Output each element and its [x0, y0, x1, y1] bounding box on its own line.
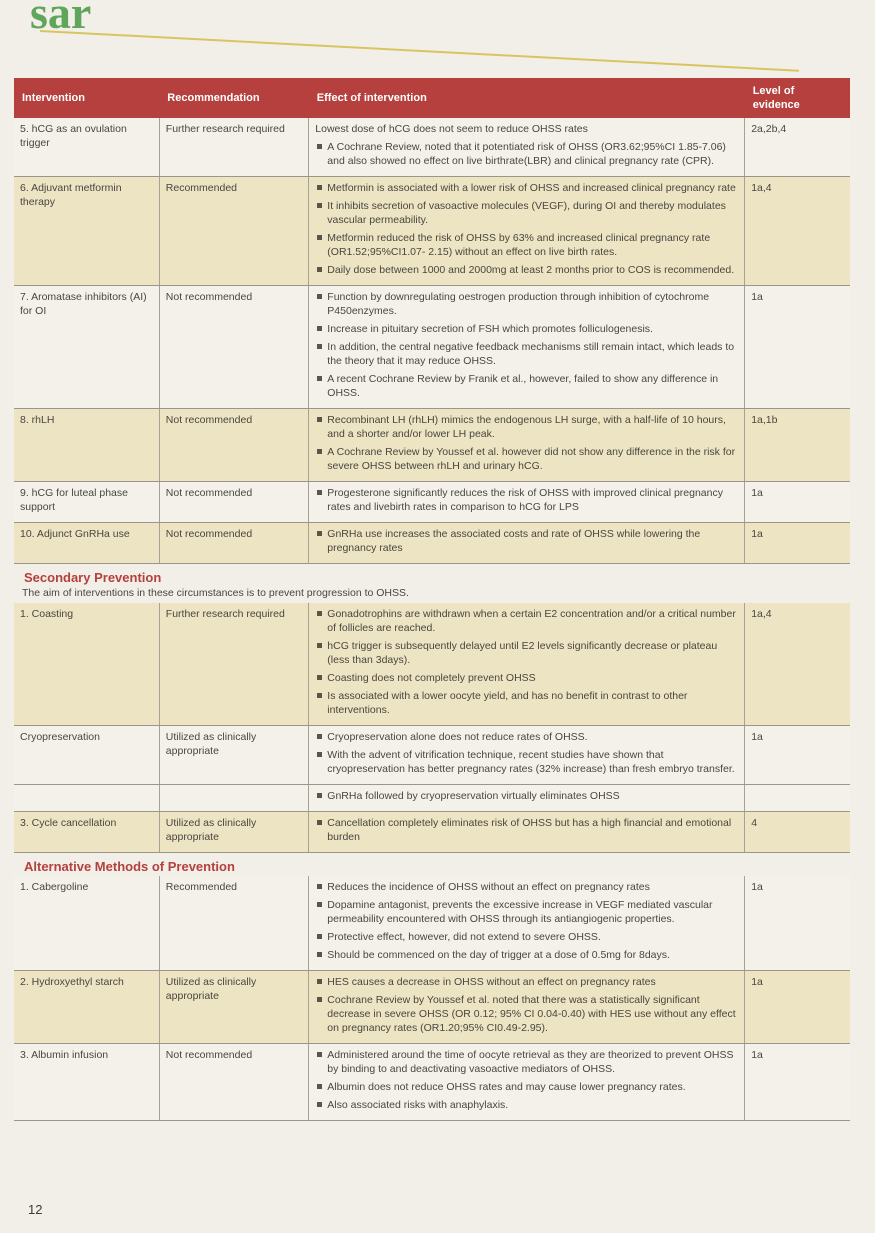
- effect-list: [315, 413, 738, 473]
- effect-bullet: GnRHa use increases the associated costs and rate of OHSS while lowering the pregnancy rates: [315, 527, 738, 555]
- effect-bullet: A Cochrane Review, noted that it potentiated risk of OHSS (OR3.62;95%CI 1.85-7.06) and also showed no effect on live birthrate(LBR) and clinical pregnancy rate (CPR).: [315, 140, 738, 168]
- effect-cell: [309, 286, 745, 409]
- effect-bullet: A Cochrane Review by Youssef et al. however did not show any difference in the risk for severe OHSS between rhLH and urinary hCG.: [315, 445, 738, 473]
- intervention-cell: 2. Hydroxyethyl starch: [14, 971, 159, 1044]
- recommendation-cell: Not recommended: [159, 523, 309, 564]
- table-row: [14, 523, 850, 564]
- header-effect: Effect of intervention: [309, 78, 745, 118]
- table-row: [14, 785, 850, 812]
- effect-list: [315, 880, 738, 962]
- secondary-rows: [14, 603, 850, 853]
- effect-list: [315, 140, 738, 168]
- level-cell: 1a: [745, 726, 850, 785]
- effect-bullet: Gonadotrophins are withdrawn when a certain E2 concentration and/or a critical number of follicles are reached.: [315, 607, 738, 635]
- effect-bullet: Dopamine antagonist, prevents the excessive increase in VEGF mediated vascular permeability encountered with OHSS through its antiangiogenic properties.: [315, 898, 738, 926]
- effect-cell: [309, 523, 745, 564]
- effect-cell: [309, 785, 745, 812]
- effect-cell: [309, 726, 745, 785]
- table-row: [14, 1044, 850, 1121]
- table-row: [14, 118, 850, 177]
- intervention-cell: [14, 785, 159, 812]
- intervention-cell: 8. rhLH: [14, 409, 159, 482]
- alternative-title: Alternative Methods of Prevention: [24, 859, 235, 874]
- alternative-prevention-table: [14, 876, 850, 1121]
- level-cell: 2a,2b,4: [745, 118, 850, 177]
- table-row: [14, 482, 850, 523]
- table-header-row: [14, 78, 850, 118]
- effect-bullet: Administered around the time of oocyte retrieval as they are theorized to prevent OHSS by binding to and deactivating vasoactive mediators of OHSS.: [315, 1048, 738, 1076]
- effect-bullet: Increase in pituitary secretion of FSH which promotes folliculogenesis.: [315, 322, 738, 336]
- level-cell: 1a: [745, 523, 850, 564]
- effect-bullet: With the advent of vitrification technique, recent studies have shown that cryopreservation has better pregnancy rates (32% increase) than fresh embryo transfer.: [315, 748, 738, 776]
- level-cell: 1a,4: [745, 603, 850, 726]
- publisher-logo: sar: [30, 0, 92, 38]
- effect-bullet: Metformin reduced the risk of OHSS by 63% and increased clinical pregnancy rate (OR1.52;95%CI1.07- 2.15) without an effect on live birth rates.: [315, 231, 738, 259]
- effect-bullet: Coasting does not completely prevent OHSS: [315, 671, 738, 685]
- effect-bullet: Should be commenced on the day of trigger at a dose of 0.5mg for 8days.: [315, 948, 738, 962]
- effect-bullet: Reduces the incidence of OHSS without an effect on pregnancy rates: [315, 880, 738, 894]
- level-cell: 1a: [745, 1044, 850, 1121]
- effect-bullet: In addition, the central negative feedback mechanisms still remain intact, which leads to the theory that it may reduce OHSS.: [315, 340, 738, 368]
- intervention-cell: 1. Cabergoline: [14, 876, 159, 971]
- table-row: [14, 971, 850, 1044]
- recommendation-cell: [159, 785, 309, 812]
- effect-bullet: A recent Cochrane Review by Franik et al., however, failed to show any difference in OHSS.: [315, 372, 738, 400]
- effect-bullet: hCG trigger is subsequently delayed until E2 levels significantly decrease or plateau (less than 3days).: [315, 639, 738, 667]
- effect-bullet: It inhibits secretion of vasoactive molecules (VEGF), during OI and thereby modulates vascular permeability.: [315, 199, 738, 227]
- recommendation-cell: Not recommended: [159, 482, 309, 523]
- effect-bullet: Also associated risks with anaphylaxis.: [315, 1098, 738, 1112]
- effect-list: [315, 181, 738, 277]
- primary-rows: [14, 118, 850, 564]
- level-cell: 1a: [745, 286, 850, 409]
- table-row: [14, 876, 850, 971]
- level-cell: 1a,1b: [745, 409, 850, 482]
- effect-cell: [309, 812, 745, 853]
- effect-list: [315, 1048, 738, 1112]
- intervention-cell: Cryopreservation: [14, 726, 159, 785]
- table-row: [14, 603, 850, 726]
- table-row: [14, 409, 850, 482]
- effect-text: Lowest dose of hCG does not seem to reduce OHSS rates: [315, 123, 588, 135]
- intervention-cell: 9. hCG for luteal phase support: [14, 482, 159, 523]
- table-row: [14, 812, 850, 853]
- page-number: 12: [28, 1202, 43, 1217]
- recommendation-cell: Not recommended: [159, 286, 309, 409]
- recommendation-cell: Not recommended: [159, 1044, 309, 1121]
- effect-cell: [309, 1044, 745, 1121]
- effect-bullet: GnRHa followed by cryopreservation virtually eliminates OHSS: [315, 789, 738, 803]
- table-row: [14, 726, 850, 785]
- recommendation-cell: Recommended: [159, 876, 309, 971]
- recommendation-cell: Further research required: [159, 603, 309, 726]
- intervention-cell: 10. Adjunct GnRHa use: [14, 523, 159, 564]
- effect-list: [315, 789, 738, 803]
- effect-bullet: Progesterone significantly reduces the risk of OHSS with improved clinical pregnancy rates and livebirth rates in comparison to hCG for LPS: [315, 486, 738, 514]
- primary-prevention-table: [14, 78, 850, 564]
- effect-bullet: Recombinant LH (rhLH) mimics the endogenous LH surge, with a half-life of 10 hours, and a shorter and/or lower LH peak.: [315, 413, 738, 441]
- recommendation-cell: Not recommended: [159, 409, 309, 482]
- header-level: Level of evidence: [745, 78, 850, 118]
- effect-list: [315, 975, 738, 1035]
- header-rule: [40, 30, 799, 72]
- effect-list: [315, 527, 738, 555]
- effect-bullet: Cochrane Review by Youssef et al. noted that there was a statistically significant decrease in severe OHSS (OR 0.12; 95% CI 0.04-0.40) with HES use without any effect on pregnancy rates (OR1.20;95% CI0.49-2.95).: [315, 993, 738, 1035]
- effect-list: [315, 730, 738, 776]
- level-cell: 1a: [745, 482, 850, 523]
- effect-bullet: Daily dose between 1000 and 2000mg at least 2 months prior to COS is recommended.: [315, 263, 738, 277]
- table-row: [14, 286, 850, 409]
- level-cell: 1a: [745, 971, 850, 1044]
- effect-bullet: Cryopreservation alone does not reduce rates of OHSS.: [315, 730, 738, 744]
- table-row: [14, 177, 850, 286]
- effect-list: [315, 486, 738, 514]
- effect-bullet: Protective effect, however, did not extend to severe OHSS.: [315, 930, 738, 944]
- intervention-cell: 3. Cycle cancellation: [14, 812, 159, 853]
- recommendation-cell: Utilized as clinically appropriate: [159, 971, 309, 1044]
- effect-cell: [309, 971, 745, 1044]
- effect-bullet: Is associated with a lower oocyte yield, and has no benefit in contrast to other interventions.: [315, 689, 738, 717]
- secondary-title: Secondary Prevention: [24, 570, 162, 585]
- effect-cell: [309, 603, 745, 726]
- effect-bullet: Cancellation completely eliminates risk of OHSS but has a high financial and emotional burden: [315, 816, 738, 844]
- effect-cell: [309, 409, 745, 482]
- document-body: [14, 78, 850, 1121]
- header-recommendation: Recommendation: [159, 78, 309, 118]
- intervention-cell: 1. Coasting: [14, 603, 159, 726]
- recommendation-cell: Recommended: [159, 177, 309, 286]
- effect-bullet: Albumin does not reduce OHSS rates and may cause lower pregnancy rates.: [315, 1080, 738, 1094]
- intervention-cell: 3. Albumin infusion: [14, 1044, 159, 1121]
- effect-cell: [309, 876, 745, 971]
- intervention-cell: 5. hCG as an ovulation trigger: [14, 118, 159, 177]
- effect-bullet: Metformin is associated with a lower risk of OHSS and increased clinical pregnancy rate: [315, 181, 738, 195]
- effect-bullet: HES causes a decrease in OHSS without an effect on pregnancy rates: [315, 975, 738, 989]
- level-cell: 1a,4: [745, 177, 850, 286]
- recommendation-cell: Utilized as clinically appropriate: [159, 726, 309, 785]
- level-cell: 1a: [745, 876, 850, 971]
- effect-list: [315, 607, 738, 717]
- header-intervention: Intervention: [14, 78, 159, 118]
- effect-cell: [309, 118, 745, 177]
- secondary-aim: The aim of interventions in these circumstances is to prevent progression to OHSS.: [22, 587, 409, 599]
- level-cell: 4: [745, 812, 850, 853]
- effect-cell: [309, 482, 745, 523]
- secondary-prevention-table: [14, 603, 850, 853]
- intervention-cell: 6. Adjuvant metformin therapy: [14, 177, 159, 286]
- recommendation-cell: Utilized as clinically appropriate: [159, 812, 309, 853]
- effect-cell: [309, 177, 745, 286]
- recommendation-cell: Further research required: [159, 118, 309, 177]
- effect-list: [315, 290, 738, 400]
- effect-bullet: Function by downregulating oestrogen production through inhibition of cytochrome P450enzymes.: [315, 290, 738, 318]
- level-cell: [745, 785, 850, 812]
- effect-list: [315, 816, 738, 844]
- alternative-rows: [14, 876, 850, 1121]
- intervention-cell: 7. Aromatase inhibitors (AI) for OI: [14, 286, 159, 409]
